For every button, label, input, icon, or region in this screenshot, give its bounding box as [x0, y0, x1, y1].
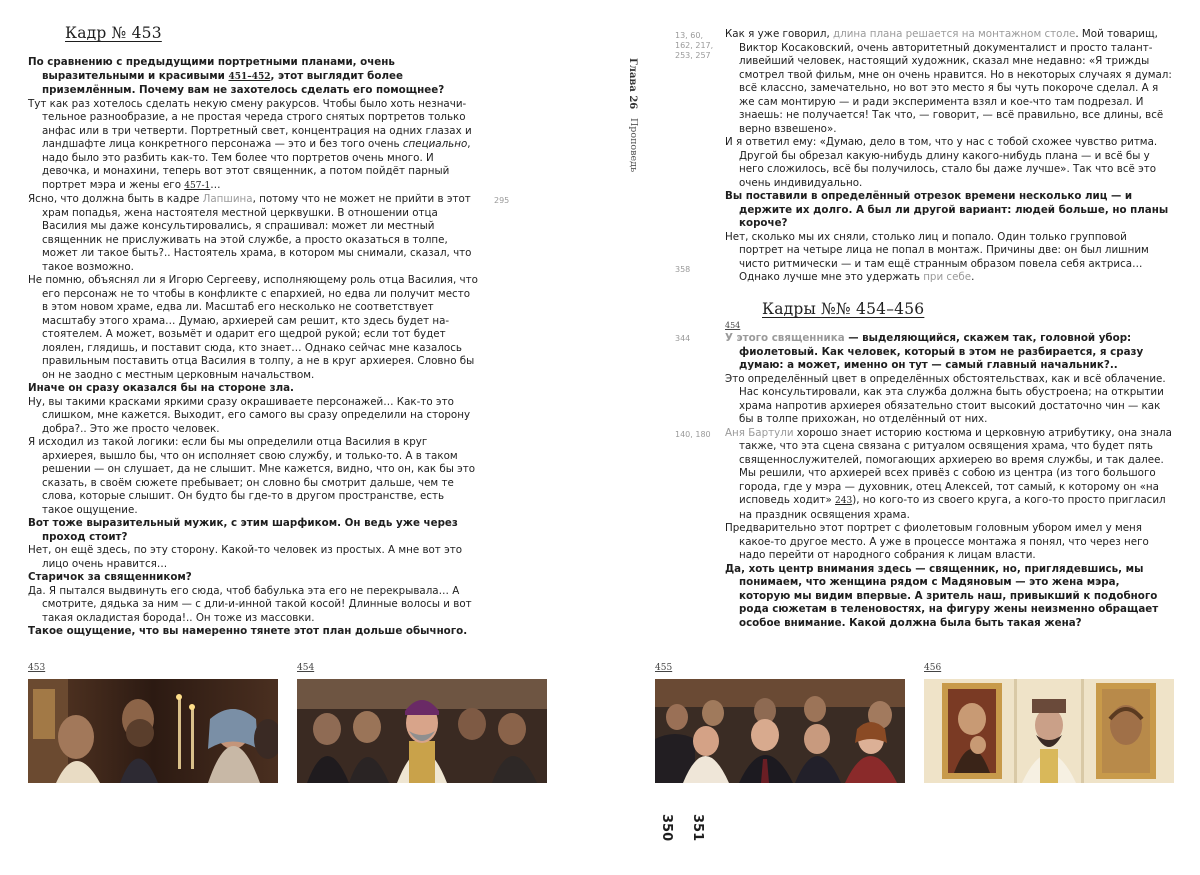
question-left-9 [28, 571, 478, 585]
text-run: По сравнению с предыдущими портретными планами, очень выразительными и красивыми [28, 56, 395, 82]
answer-left-3 [28, 274, 478, 382]
right-page-number: 351 [690, 814, 705, 842]
margin-note-4: 140, 180 [675, 430, 711, 439]
frame-453-image [28, 679, 278, 783]
left-page-number: 350 [659, 814, 674, 842]
text-run: Ну, вы такими красками яркими сразу окрашиваете персонажей… Как-то это слишком, мне кажется. Выходит, его самого вы сразу определили на сторону добра?.. Это же просто человек. [28, 395, 471, 435]
text-run: Вот тоже выразительный мужик, с этим шарфиком. Он ведь уже через проход стоит? [28, 517, 458, 543]
question-left-4 [28, 382, 478, 396]
text-run: . [971, 271, 975, 283]
answer-rtop-3 [725, 231, 1172, 285]
highlighted-term: длина плана решается на монтажном столе [833, 28, 1076, 40]
italic-text: специально [402, 138, 468, 150]
text-run: Не помню, объяснял ли я Игорю Сергееву, исполняющему роль отца Василия, что его персонаж не то чтобы в конфликте с епархией, но едва ли получит место в этом новом храме, едва ли. Масштаб его несколько не соответствует масштабу этого храма… Думаю, архиерей сам решит, кто здесь будет настоятелем. А может, возьмёт и одарит его щедрой рукой; если тот будет лоялен, глядишь, и поставит сюда, кто знает… Однако сейчас мне казалось правильным поставить отца Василия в толпу, а не в круг архиерея. Словно бы он не заодно с местным церковным начальством. [28, 274, 478, 381]
margin-note-3: 344 [675, 334, 691, 343]
text-run: Такое ощущение, что вы намеренно тянете этот план дольше обычного. [28, 625, 468, 637]
answer-left-5 [28, 396, 478, 437]
left-heading: Кадр № 453 [65, 24, 162, 42]
answer-rtop-1 [725, 136, 1172, 190]
running-title: Проповедь [628, 118, 639, 173]
question-rtop-2 [725, 190, 1172, 231]
text-run: Это определённый цвет в определённых обстоятельствах, как и всё облачение. Нас консультировали, как эта служба должна быть обустроена; на открытии храма напротив архиерея обязательно стоит высокий достаточно чин — как бы в толпе прихожан, но отделённый от них. [725, 372, 1166, 425]
running-chapter: Глава 26 [627, 58, 638, 110]
text-run: Я исходил из такой логики: если бы мы определили отца Василия в круг архиерея, вышло бы, что он исполняет свою службу, и только-то. А в таком решении — он слушает, да не слышит. Мне кажется, видно, что он, как бы это сказать, в своём сюжете пребывает; он словно бы смотрит дальше, чем те слова, которые слышит. Он будто бы где-то в другом пространстве, есть такое ощущение. [28, 436, 476, 516]
text-run: Иначе он сразу оказался бы на стороне зла. [28, 382, 294, 394]
frame-reference: 243 [835, 496, 853, 506]
frame-455-image [655, 679, 905, 783]
text-run: Старичок за священником? [28, 571, 192, 583]
question-rbot-4 [725, 563, 1172, 631]
frame-reference: 451–452 [228, 71, 271, 82]
frame-reference: 457-1 [184, 180, 211, 191]
text-run: , надо было это разбить как-то. Тем более что портретов очень много. И девочка, и монахини, теперь вот этот священник, а потом пойдёт парный портрет мэра и жены его [42, 138, 471, 191]
text-run: Вы поставили в определённый отрезок времени несколько лиц — и держите их долго. А был ли другой вариант: людей больше, но планы короче? [725, 190, 1169, 229]
question-left-7 [28, 517, 478, 544]
answer-left-10 [28, 585, 478, 626]
text-run: … [210, 178, 221, 191]
text-run: хорошо знает историю костюма и церковную атрибутику, она знала также, что эта сцена связана с ритуалом освящения храма, что будет пять священнослужителей, помогающих архиерею во время службы, и так далее. Мы решили, что архиерей всех привёз с собою из центра (из того большого города, где у мэра — духовник, отец Алексей, тот самый, к которому он «на исповедь ходит» [739, 426, 1172, 506]
answer-left-8 [28, 544, 478, 571]
right-text-bottom [725, 332, 1172, 630]
text-run: ), но кого-то из своего круга, а кого-то просто пригласил на праздник освящения храма. [739, 494, 1166, 521]
highlighted-term: Аня Бартули [725, 426, 794, 439]
frame-454-label: 454 [297, 663, 315, 673]
text-run: И я ответил ему: «Думаю, дело в том, что у нас с тобой схожее чувство ритма. Другой бы обрезал какую-нибудь длину какого-нибудь плана — и всё бы у него сложилось, всё бы получилось, стало бы даже лучше». Так что всё это очень индивидуально. [725, 136, 1158, 189]
left-text-column [28, 56, 478, 639]
answer-left-6 [28, 436, 478, 517]
answer-rbot-3 [725, 522, 1172, 563]
frame-454-image [297, 679, 547, 783]
margin-note-2: 358 [675, 265, 691, 274]
right-heading: Кадры №№ 454–456 [762, 300, 925, 318]
text-run: Предварительно этот портрет с фиолетовым головным убором имел у меня какое-то другое место. А уже в процессе монтажа я понял, что через него надо перейти от народного собрания к лицам власти. [725, 522, 1149, 561]
answer-rbot-2 [725, 427, 1172, 523]
right-sublabel: 454 [725, 321, 741, 330]
frame-456-label: 456 [924, 663, 942, 673]
answer-left-2 [28, 193, 478, 274]
right-page [600, 0, 1200, 875]
text-run: Тут как раз хотелось сделать некую смену ракурсов. Чтобы было хоть незначительное разнообразие, а не простая череда строго снятых портретов только анфас или в три четверти. Портретный свет, концентрация на одних глазах и ландшафте лица конкретного персонажа — это и без того очень [28, 97, 472, 150]
text-run: Да, хоть центр внимания здесь — священник, но, приглядевшись, мы понимаем, что женщина рядом с Мадяновым — это жена мэра, которую мы видим впервые. А зритель наш, привыкший к подобного рода сюжетам в теленовостях, на фигуру жены неизменно обращает особое внимание. Какой должна была быть такая жена? [725, 562, 1159, 629]
question-rbot-0 [725, 332, 1172, 373]
text-run: , этот выглядит более приземлённым. Почему вам не захотелось сделать его помощнее? [42, 69, 445, 96]
question-left-0 [28, 56, 478, 98]
frame-456-image [924, 679, 1174, 783]
right-text-top [725, 28, 1172, 285]
text-run: Нет, он ещё здесь, по эту сторону. Какой-то человек из простых. А мне вот это лицо очень нравится… [28, 544, 463, 570]
highlighted-term: У этого священника [725, 332, 845, 344]
text-run: Ясно, что должна быть в кадре [28, 193, 203, 205]
highlighted-term: при себе [923, 271, 972, 283]
answer-left-1 [28, 98, 478, 194]
highlighted-term: Лапшина [202, 193, 253, 205]
frame-455-label: 455 [655, 663, 673, 673]
left-margin-note: 295 [494, 196, 510, 205]
text-run: , потому что не может не прийти в этот храм попадья, жена настоятеля местной церквушки. В отношении отца Василия мы даже консультировались, я спрашивал: может ли местный священник не прислуживать на этой службе, а просто оказаться в толпе, может ли такое быть?.. Настоятель храма, в котором мы снимали, сказал, что такое возможно. [42, 193, 472, 273]
answer-rbot-1 [725, 373, 1172, 427]
text-run: Да. Я пытался выдвинуть его сюда, чтоб бабулька эта его не перекрывала… А смотрите, дядька за ним — с дли-и-инной такой косой! Длинные волосы и вот такая окладистая борода!.. Он тоже из массовки. [28, 584, 472, 624]
text-run: Как я уже говорил, [725, 28, 833, 40]
text-run: — выделяющийся, скажем так, головной убор: фиолетовый. Как человек, который в этом не разбирается, я сразу думаю: а может, именно он тут — самый главный начальник?.. [739, 332, 1144, 371]
question-left-11 [28, 625, 478, 639]
text-run: Нет, сколько мы их сняли, столько лиц и попало. Один только групповой портрет на четыре лица не попал в монтаж. Причины две: он был лишним чисто ритмически — и там ещё странным образом повела себя актриса… Однако лучше мне это удержать [725, 230, 1149, 283]
text-run: . Мой товарищ, Виктор Косаковский, очень авторитетный документалист и просто талантливейший человек, настоящий художник, сказал мне недавно: «Я трижды смотрел твой фильм, мне он очень нравится. Но в некоторых случаях я думал: всё классно, замечательно, но вот это место я бы чуть покороче сделал. А я же сам монтирую — и ради эксперимента взял и кое-что там подрезал. И знаешь: не получается! Так что, — говорит, — всё правильно, все длины, всё верно взвешено». [739, 28, 1172, 135]
answer-rtop-0 [725, 28, 1172, 136]
margin-note-1: 13, 60, 162, 217, 253, 257 [675, 31, 714, 60]
frame-453-label: 453 [28, 663, 46, 673]
